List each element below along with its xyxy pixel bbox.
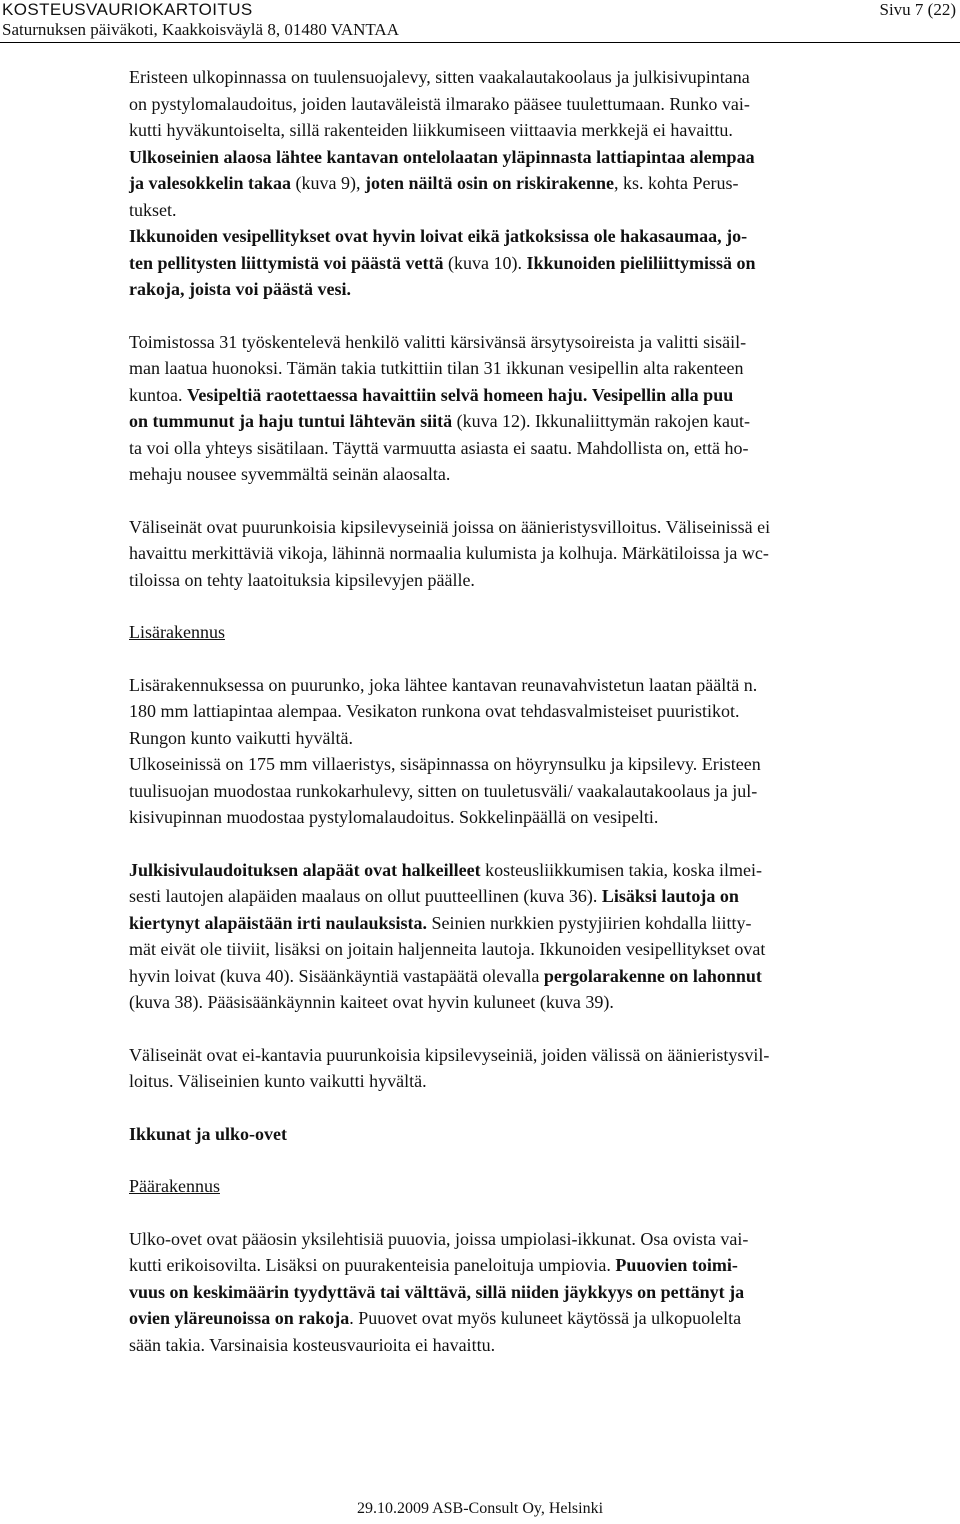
text-line: man laatua huonoksi. Tämän takia tutkittiin tilan 31 ikkunan vesipellin alta rakenteen xyxy=(129,358,744,378)
text-line: ta voi olla yhteys sisätilaan. Täyttä varmuutta asiasta ei saatu. Mahdollista on, että ho- xyxy=(129,437,749,458)
paragraph-annex-structure xyxy=(129,672,957,831)
text-line: Väliseinät ovat puurunkoisia kipsilevyseiniä joissa on äänieristysvilloitus. Väliseinissä ei xyxy=(129,516,771,537)
text-bold: Vesipeltiä raotettaessa havaittiin selvä homeen haju. xyxy=(187,384,588,405)
paragraph-facade xyxy=(129,857,957,1016)
text-bold: on tummunut ja haju tuntui lähtevän siitä xyxy=(129,411,453,431)
text-line: Toimistossa 31 työskentelevä henkilö valitti kärsivänsä ärsytysoireista ja valitti sisäil- xyxy=(129,331,747,352)
text-line: loitus. Väliseinien kunto vaikutti hyvältä. xyxy=(129,1071,427,1091)
text-line: (kuva 38). Pääsisäänkäynnin kaiteet ovat hyvin kuluneet (kuva 39). xyxy=(129,992,614,1012)
text-line: Seinien nurkkien pystyjiirien kohdalla liitty- xyxy=(427,912,752,933)
text-line: hyvin loivat (kuva 40). Sisäänkäyntiä vastapäätä olevalla xyxy=(129,965,544,986)
text-bold: Ikkunoiden pieliliittymissä on xyxy=(526,252,756,273)
text-line: mät eivät ole tiiviit, lisäksi on joitain haljenneita lautoja. Ikkunoiden vesipellitykset ovat xyxy=(129,939,766,959)
text-line: Eristeen ulkopinnassa on tuulensuojalevy, sitten vaakalautakoolaus ja julkisivupintana xyxy=(129,67,750,87)
text-line: tuulisuojan muodostaa runkokarhulevy, sitten on tuuletusväli/ vaakalautakoolaus ja jul- xyxy=(129,780,758,801)
text-line: tiloissa on tehty laatoituksia kipsilevyjen päälle. xyxy=(129,569,475,590)
subheading-main-building xyxy=(129,1173,957,1200)
section-heading xyxy=(129,1121,957,1148)
subheading-annex xyxy=(129,619,957,646)
text-line: (kuva 9), xyxy=(291,173,366,193)
text-line-bold: rakoja, joista voi päästä vesi. xyxy=(129,279,351,299)
subheading-text: Päärakennus xyxy=(129,1176,220,1196)
text-bold: ja valesokkelin takaa xyxy=(129,173,292,193)
text-line: Ulko-ovet ovat pääosin yksilehtisiä puuovia, joissa umpiolasi-ikkunat. Osa ovista vai- xyxy=(129,1228,749,1249)
text-line-bold: Ulkoseinien alaosa lähtee kantavan ontelolaatan yläpinnasta lattiapintaa alempaa xyxy=(129,146,755,167)
text-bold: ovien yläreunoissa on rakoja xyxy=(129,1308,350,1328)
text-bold: Vesipellin alla puu xyxy=(591,384,734,405)
text-bold: ten pellitysten liittymistä voi päästä vettä xyxy=(129,252,444,273)
text-line: kutti hyväkuntoiselta, sillä rakenteiden liikkumiseen viittaavia merkkejä ei havaittu. xyxy=(129,120,733,140)
document-body xyxy=(129,64,957,1358)
paragraph-structure xyxy=(129,64,957,303)
paragraph-partitions xyxy=(129,514,957,594)
text-bold: pergolarakenne on lahonnut xyxy=(543,965,762,986)
text-line: kuntoa. xyxy=(129,384,187,405)
text-line: sään takia. Varsinaisia kosteusvaurioita ei havaittu. xyxy=(129,1334,496,1355)
text-line: havaittu merkittäviä vikoja, lähinnä normaalia kulumista ja kolhuja. Märkätiloissa ja wc- xyxy=(129,543,769,563)
text-line: (kuva 10). xyxy=(443,252,527,273)
subheading-text: Lisärakennus xyxy=(129,622,225,642)
page-number: Sivu 7 (22) xyxy=(879,0,956,19)
text-bold: Puuovien toimi- xyxy=(615,1255,738,1275)
text-line: mehaju nousee syvemmältä seinän alaosalta. xyxy=(129,464,451,484)
text-bold: kiertynyt alapäistään irti naulauksista. xyxy=(129,912,428,933)
text-line: kisivupinnan muodostaa pystylomalaudoitus. Sokkelinpäällä on vesipelti. xyxy=(129,807,659,827)
text-line: Lisärakennuksessa on puurunko, joka lähtee kantavan reunavahvistetun laatan päältä n. xyxy=(129,674,758,695)
text-line: Ulkoseinissä on 175 mm villaeristys, sisäpinnassa on höyrynsulku ja kipsilevy. Eristeen xyxy=(129,754,761,774)
text-line: (kuva 12). Ikkunaliittymän rakojen kaut- xyxy=(452,411,750,431)
document-title: KOSTEUSVAURIOKARTOITUS xyxy=(2,0,253,19)
text-line: Väliseinät ovat ei-kantavia puurunkoisia kipsilevyseiniä, joiden välissä on äänieristysvil- xyxy=(129,1044,770,1065)
page-header xyxy=(0,0,960,40)
header-divider xyxy=(0,42,960,43)
page-footer: 29.10.2009 ASB-Consult Oy, Helsinki xyxy=(356,1500,604,1517)
section-heading-text: Ikkunat ja ulko-ovet xyxy=(129,1123,288,1144)
text-line: tukset. xyxy=(129,199,177,220)
paragraph-office-31 xyxy=(129,329,957,488)
text-line: Rungon kunto vaikutti hyvältä. xyxy=(129,727,353,748)
text-bold: Julkisivulaudoituksen alapäät ovat halkeilleet xyxy=(129,859,481,880)
text-line: sesti lautojen alapäiden maalaus on ollut puutteellinen (kuva 36). xyxy=(129,886,602,906)
text-line: on pystylomalaudoitus, joiden lautaväleistä ilmarako pääsee tuulettumaan. Runko vai- xyxy=(129,93,750,114)
paragraph-annex-partitions xyxy=(129,1042,957,1095)
text-line: . Puuovet ovat myös kuluneet käytössä ja ulkopuolelta xyxy=(349,1308,742,1328)
text-line: kutti erikoisovilta. Lisäksi on puurakenteisia paneloituja umpiovia. xyxy=(129,1255,616,1275)
text-bold: Lisäksi lautoja on xyxy=(601,886,739,906)
text-bold: joten näiltä osin on riskirakenne xyxy=(365,173,615,193)
text-line: kosteusliikkumisen takia, koska ilmei- xyxy=(480,859,763,880)
text-line-bold: vuus on keskimäärin tyydyttävä tai välttävä, sillä niiden jäykkyys on pettänyt ja xyxy=(129,1281,745,1302)
text-line: 180 mm lattiapintaa alempaa. Vesikaton runkona ovat tehdasvalmisteiset puuristikot. xyxy=(129,701,740,721)
site-address: Saturnuksen päiväkoti, Kaakkoisväylä 8, 01480 VANTAA xyxy=(2,20,399,39)
text-line: , ks. kohta Perus- xyxy=(614,173,739,193)
paragraph-doors xyxy=(129,1226,957,1359)
text-line-bold: Ikkunoiden vesipellitykset ovat hyvin loivat eikä jatkoksissa ole hakasaumaa, jo- xyxy=(129,226,748,246)
